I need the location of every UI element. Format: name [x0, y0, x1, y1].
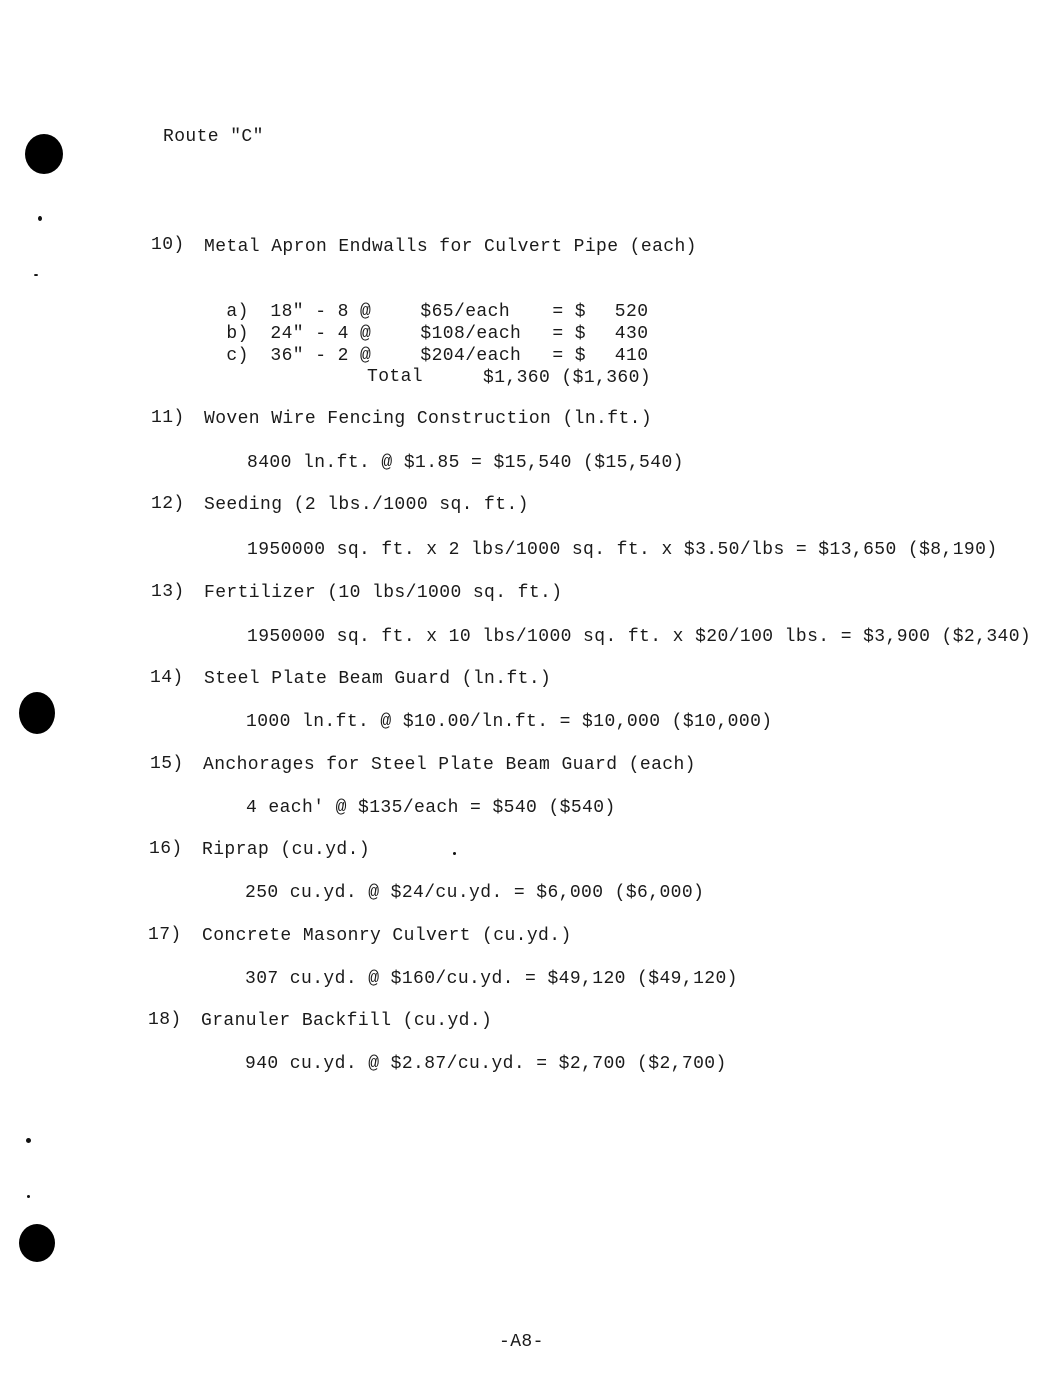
subitem-amount: 520 [614, 302, 649, 322]
item-title: Anchorages for Steel Plate Beam Guard (each) [203, 755, 696, 775]
item-number: 18) [148, 1010, 182, 1030]
scan-speck [27, 1195, 30, 1198]
item-title: Granuler Backfill (cu.yd.) [201, 1011, 493, 1031]
punch-hole-middle [19, 692, 55, 734]
subitem-letter: c) [226, 346, 249, 366]
item-title: Fertilizer (10 lbs/1000 sq. ft.) [204, 583, 563, 603]
item-title: Concrete Masonry Culvert (cu.yd.) [202, 926, 572, 946]
item-number: 10) [151, 235, 185, 255]
subitem-amount: 410 [614, 346, 649, 366]
route-title: Route "C" [163, 127, 264, 147]
item-number: 15) [150, 754, 184, 774]
subitem-equals: = $ [552, 302, 587, 322]
total-value: $1,360 ($1,360) [483, 368, 652, 388]
item-calculation: 1000 ln.ft. @ $10.00/ln.ft. = $10,000 ($10,000) [246, 712, 773, 732]
scan-speck [34, 274, 38, 276]
item-calculation: 1950000 sq. ft. x 2 lbs/1000 sq. ft. x $3.50/lbs = $13,650 ($8,190) [247, 540, 998, 560]
subitem-size: 24" - 4 @ [270, 324, 372, 344]
subitem-equals: = $ [552, 324, 587, 344]
item-calculation: 8400 ln.ft. @ $1.85 = $15,540 ($15,540) [247, 453, 684, 473]
item-title: Woven Wire Fencing Construction (ln.ft.) [204, 409, 653, 429]
item-number: 13) [151, 582, 185, 602]
page-number: -A8- [499, 1332, 544, 1352]
item-calculation: 940 cu.yd. @ $2.87/cu.yd. = $2,700 ($2,700) [245, 1054, 727, 1074]
scan-speck [26, 1138, 31, 1143]
item-title: Riprap (cu.yd.) [202, 840, 371, 860]
item-calculation: 250 cu.yd. @ $24/cu.yd. = $6,000 ($6,000) [245, 883, 705, 903]
item-number: 16) [149, 839, 183, 859]
item-calculation: 1950000 sq. ft. x 10 lbs/1000 sq. ft. x $20/100 lbs. = $3,900 ($2,340) [247, 627, 1032, 647]
subitem-rate: $108/each [420, 324, 522, 344]
punch-hole-top [25, 134, 63, 174]
total-label: Total [367, 367, 424, 387]
item-title: Seeding (2 lbs./1000 sq. ft.) [204, 495, 529, 515]
subitem-letter: a) [226, 302, 249, 322]
punch-hole-bottom [19, 1224, 55, 1262]
subitem-size: 36" - 2 @ [270, 346, 372, 366]
item-number: 12) [151, 494, 185, 514]
subitem-size: 18" - 8 @ [270, 302, 372, 322]
subitem-rate: $65/each [420, 302, 511, 322]
scan-speck [38, 216, 42, 221]
subitem-amount: 430 [614, 324, 649, 344]
item-calculation: 307 cu.yd. @ $160/cu.yd. = $49,120 ($49,120) [245, 969, 738, 989]
item-calculation: 4 each' @ $135/each = $540 ($540) [246, 798, 616, 818]
item-number: 11) [151, 408, 185, 428]
subitem-letter: b) [226, 324, 249, 344]
item-title: Metal Apron Endwalls for Culvert Pipe (each) [204, 237, 697, 257]
subitem-equals: = $ [552, 346, 587, 366]
item-number: 17) [148, 925, 182, 945]
item-number: 14) [150, 668, 184, 688]
scan-speck [453, 852, 456, 855]
subitem-rate: $204/each [420, 346, 522, 366]
item-title: Steel Plate Beam Guard (ln.ft.) [204, 669, 552, 689]
subitem-row [204, 323, 648, 367]
